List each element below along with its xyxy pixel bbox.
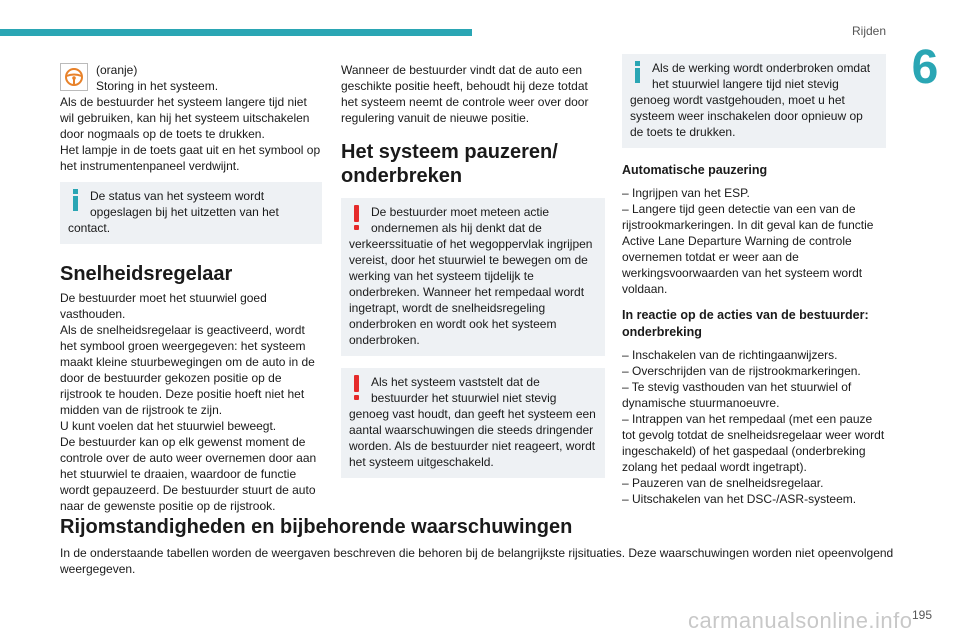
- column-3: [622, 54, 886, 507]
- section-label: Rijden: [852, 24, 887, 38]
- subheading: Automatische pauzering: [622, 163, 768, 177]
- bullet-list: – Inschakelen van de richtingaanwijzers. – Overschrijden van de rijstrookmarkeringen. – Te stevig vasthouden van het stuurwiel of dynamische stuurmanoeuvre. – Intrappen van het rempedaal (met een pauze tot gevolg totdat de snelheidsregelaar weer wordt ingeschakeld) of het gaspedaal (onderbreking zolang het pedaal wordt ingetrapt). – Pauzeren van de snelheidsregelaar. – Uitschakelen van het DSC-/ASR-systeem.: [622, 348, 885, 506]
- paragraph: Wanneer de bestuurder vindt dat de auto een geschikte positie heeft, behoudt hij deze totdat het systeem neemt de controle weer over door regulering vanuit de nieuwe positie.: [341, 63, 589, 125]
- bullet-list: – Ingrijpen van het ESP. – Langere tijd geen detectie van een van de rijstrookmarkeringen. In dit geval kan de functie Active Lane Departure Warning de controle overnemen totdat er weer aan de werkingsvoorwaarden van het systeem wordt voldaan.: [622, 186, 874, 296]
- column-1: [60, 62, 322, 514]
- warning-icon: [349, 204, 365, 230]
- watermark: carmanualsonline.info: [688, 608, 913, 633]
- info-text: Als de werking wordt onderbroken omdat het stuurwiel langere tijd niet stevig genoeg wordt vastgehouden, moet u het systeem weer inschakelen door opnieuw op de toets te drukken.: [630, 61, 871, 139]
- info-icon: [68, 188, 84, 212]
- top-accent-bar: [0, 29, 472, 36]
- page-number: 195: [912, 608, 933, 622]
- subheading: In reactie op de acties van de bestuurder: onderbreking: [622, 308, 869, 339]
- info-icon: [630, 60, 646, 84]
- warning-text: Als het systeem vaststelt dat de bestuurder het stuurwiel niet stevig genoeg vast houdt, dan geeft het systeem een aantal waarschuwingen die steeds dringender worden. Als de bestuurder niet reageert, wordt het systeem uitgeschakeld.: [349, 375, 596, 469]
- section-heading: Het systeem pauzeren/ onderbreken: [341, 141, 558, 187]
- paragraph: De bestuurder moet het stuurwiel goed vasthouden. Als de snelheidsregelaar is geactiveerd, wordt het symbool groen weergegeven: het systeem maakt kleine stuurbewegingen om de auto in de door de bestuurder gekozen positie op de rijstrook te houden. Deze positie hoeft niet het midden van de rijstrook te zijn. U kunt voelen dat het stuurwiel beweegt. De bestuurder kan op elk gewenst moment de controle over de auto weer overnemen door aan het stuurwiel te draaien, waardoor de functie wordt gepauzeerd. De bestuurder stuurt de auto naar de gewenste positie op de rijstrook.: [60, 291, 317, 513]
- steering-wheel-orange-icon: [60, 63, 88, 91]
- column-2: [341, 62, 605, 486]
- status-text: (oranje) Storing in het systeem.: [96, 63, 219, 93]
- section-heading: Rijomstandigheden en bijbehorende waarschuwingen: [60, 516, 573, 538]
- section-heading: Snelheidsregelaar: [60, 263, 233, 285]
- warning-box: [341, 368, 605, 478]
- info-box: [622, 54, 886, 148]
- chapter-number: 6: [911, 41, 939, 94]
- warning-box: [341, 198, 605, 356]
- info-box: [60, 182, 322, 244]
- status-row: [60, 62, 322, 94]
- paragraph: In de onderstaande tabellen worden de weergaven beschreven die behoren bij de belangrijkste rijsituaties. Deze waarschuwingen worden niet opeenvolgend weergegeven.: [60, 546, 894, 576]
- bottom-section: [60, 515, 900, 577]
- info-text: De status van het systeem wordt opgeslagen bij het uitzetten van het contact.: [68, 189, 279, 235]
- paragraph: Als de bestuurder het systeem langere tijd niet wil gebruiken, kan hij het systeem uitschakelen door nogmaals op de toets te drukken. Het lampje in de toets gaat uit en het symbool op het instrumentenpaneel verdwijnt.: [60, 95, 321, 173]
- warning-icon: [349, 374, 365, 400]
- warning-text: De bestuurder moet meteen actie ondernemen als hij denkt dat de verkeerssituatie of het wegoppervlak ingrijpen vereist, door het stuurwiel te bewegen om de werking van het systeem tijdelijk te onderbreken. Wanneer het rempedaal wordt ingetrapt, wordt de snelheidsregeling onderbroken en wordt ook het systeem onderbroken.: [349, 205, 593, 347]
